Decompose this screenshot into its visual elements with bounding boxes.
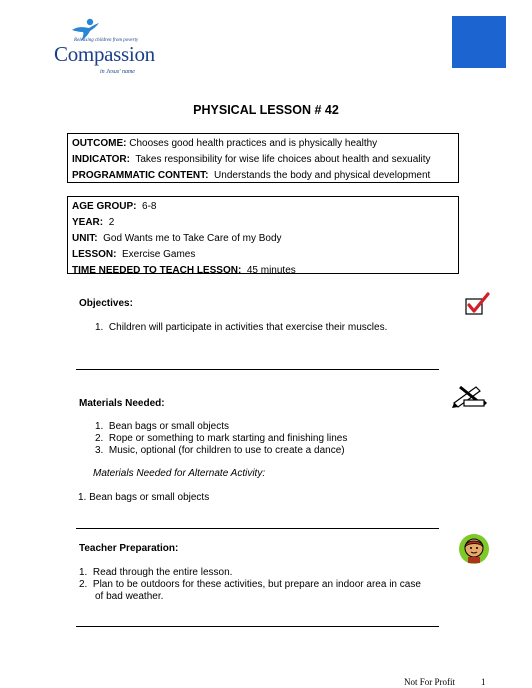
alternate-materials-heading: Materials Needed for Alternate Activity: <box>93 468 266 479</box>
unit-value: God Wants me to Take Care of my Body <box>103 233 282 244</box>
footer-note: Not For Profit <box>404 677 456 687</box>
time-needed-label: TIME NEEDED TO TEACH LESSON: <box>72 265 242 276</box>
section-divider <box>76 626 439 627</box>
checkbox-check-icon <box>463 292 491 318</box>
info-box <box>67 196 459 274</box>
list-item: 1. Bean bags or small objects <box>78 492 210 503</box>
preparation-item-1: Read through the entire lesson. <box>92 567 233 578</box>
section-divider <box>76 369 439 370</box>
logo-subline: in Jesus' name <box>100 69 135 75</box>
time-needed-value: 45 minutes <box>246 265 296 276</box>
age-group-value: 6-8 <box>142 201 157 212</box>
year-value: 2 <box>108 217 115 228</box>
outcome-value: Chooses good health practices and is physically healthy <box>129 138 378 149</box>
page-title: PHYSICAL LESSON # 42 <box>193 103 339 117</box>
year-label: YEAR: <box>72 217 104 228</box>
section-divider <box>76 528 439 529</box>
blue-patch <box>452 16 506 68</box>
alternate-material-item-1: Bean bags or small objects <box>89 492 210 503</box>
list-item-continuation: of bad weather. <box>95 591 164 602</box>
materials-heading: Materials Needed: <box>79 398 165 409</box>
preparation-heading: Teacher Preparation: <box>79 543 179 554</box>
list-item: 3. Music, optional (for children to use to create a dance) <box>95 445 345 456</box>
logo-wordmark: Compassion <box>54 42 155 66</box>
list-item: 1. Children will participate in activities that exercise their muscles. <box>95 322 388 333</box>
outcome-box <box>67 133 459 183</box>
indicator-label: INDICATOR: <box>72 154 130 165</box>
list-item: 2. Plan to be outdoors for these activities, but prepare an indoor area in case <box>79 579 421 590</box>
programmatic-value: Understands the body and physical development <box>214 170 431 181</box>
material-item-1: Bean bags or small objects <box>108 421 229 432</box>
logo-tagline: Releasing children from poverty <box>74 38 139 43</box>
preparation-item-2: Plan to be outdoors for these activities, but prepare an indoor area in case <box>92 579 421 590</box>
indicator-value: Takes responsibility for wise life choices about health and sexuality <box>135 154 431 165</box>
unit-label: UNIT: <box>72 233 98 244</box>
list-item: 1. Read through the entire lesson. <box>79 567 233 578</box>
child-head-icon <box>457 532 491 566</box>
material-item-2: Rope or something to mark starting and finishing lines <box>108 433 348 444</box>
programmatic-label: PROGRAMMATIC CONTENT: <box>72 170 209 181</box>
compassion-logo <box>52 18 172 75</box>
list-item: 2. Rope or something to mark starting and finishing lines <box>95 433 348 444</box>
pencil-crayon-icon <box>450 383 488 409</box>
objectives-heading: Objectives: <box>79 298 133 309</box>
page-number: 1 <box>481 677 486 687</box>
material-item-3: Music, optional (for children to use to create a dance) <box>108 445 345 456</box>
list-item: 1. Bean bags or small objects <box>95 421 229 432</box>
outcome-label: OUTCOME: <box>72 138 127 149</box>
objective-item-1: Children will participate in activities that exercise their muscles. <box>108 322 388 333</box>
lesson-value: Exercise Games <box>122 249 196 260</box>
age-group-label: AGE GROUP: <box>72 201 137 212</box>
lesson-label: LESSON: <box>72 249 117 260</box>
